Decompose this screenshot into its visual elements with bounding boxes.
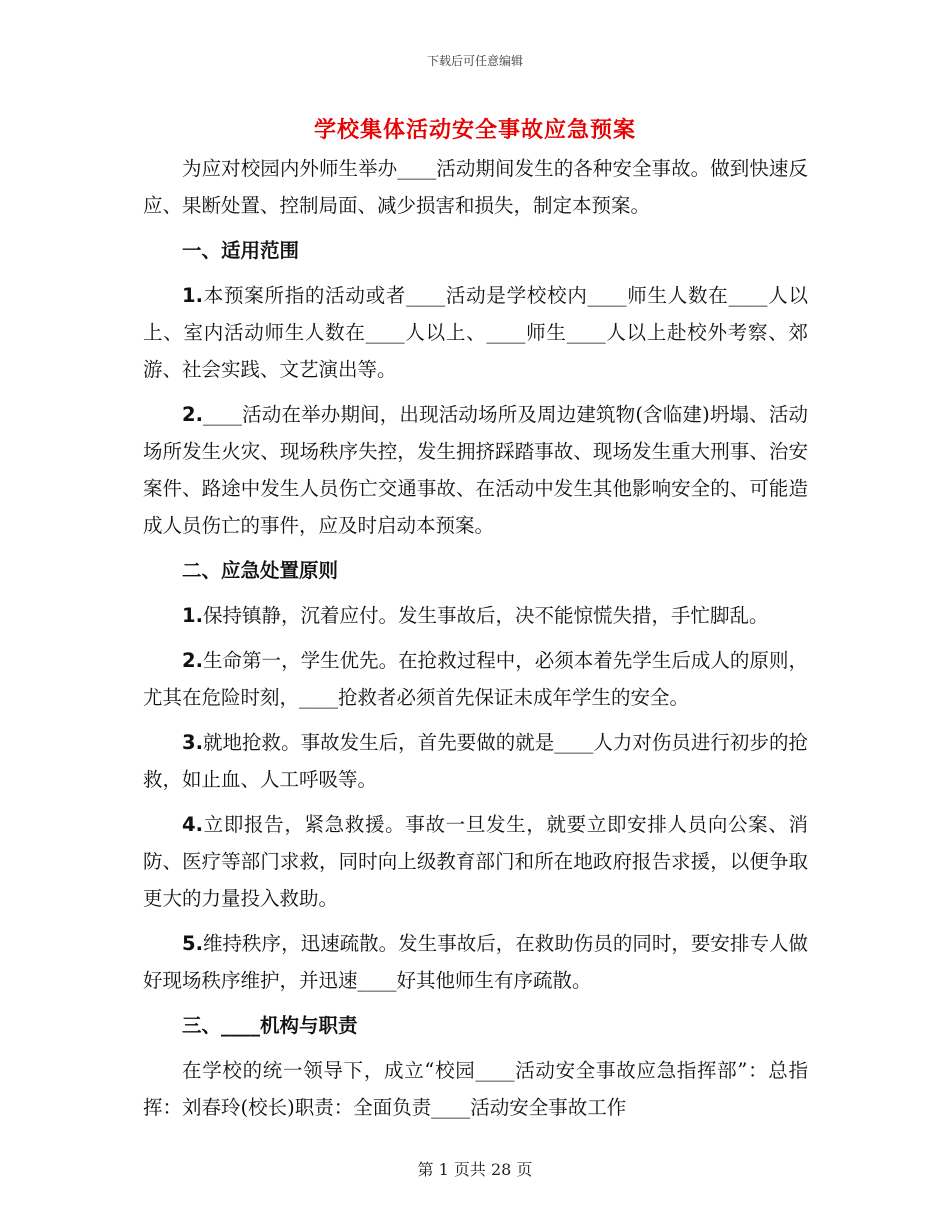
principle-item-3: [143, 724, 808, 798]
page-footer: 第 1 页共 28 页: [417, 1160, 533, 1179]
section-heading-organization: 三、____机构与职责: [182, 1014, 358, 1037]
section-heading-scope: 一、适用范围: [182, 239, 300, 262]
item-text: 立即报告，紧急救援。事故一旦发生，就要立即安排人员向公案、消防、医疗等部门求救，同时向上级教育部门和所在地政府报告求援，以便争取更大的力量投入救助。: [143, 813, 808, 910]
item-number: 4.: [182, 813, 203, 836]
organization-paragraph: 在学校的统一领导下，成立“校园____活动安全事故应急指挥部”：总指挥：刘春玲(校长)职责：全面负责____活动安全事故工作: [143, 1059, 808, 1119]
scope-item-1: [143, 277, 808, 388]
page-header: 下载后可任意编辑: [426, 54, 523, 68]
item-text: 本预案所指的活动或者____活动是学校校内____师生人数在____人以上、室内活动师生人数在____人以上、____师生____人以上赴校外考察、郊游、社会实践、文艺演出等。: [143, 284, 808, 381]
item-number: 5.: [182, 932, 203, 955]
document-title: 学校集体活动安全事故应急预案: [313, 118, 636, 143]
section-heading-principles: 二、应急处置原则: [182, 559, 339, 582]
item-number: 1.: [182, 284, 203, 307]
item-text: 就地抢救。事故发生后，首先要做的就是____人力对伤员进行初步的抢救，如止血、人工呼吸等。: [143, 731, 808, 791]
item-number: 2.: [182, 403, 203, 426]
principle-item-4: [143, 806, 808, 917]
item-number: 3.: [182, 731, 203, 754]
item-text: 保持镇静，沉着应付。发生事故后，决不能惊慌失措，手忙脚乱。: [202, 604, 769, 627]
intro-paragraph: 为应对校园内外师生举办____活动期间发生的各种安全事故。做到快速反应、果断处置、控制局面、减少损害和损失，制定本预案。: [143, 157, 808, 217]
scope-item-2: [143, 396, 808, 544]
item-number: 2.: [182, 649, 203, 672]
document-body: [143, 150, 808, 1134]
item-text: ____活动在举办期间，出现活动场所及周边建筑物(含临建)坍塌、活动场所发生火灾、现场秩序失控，发生拥挤踩踏事故、现场发生重大刑事、治安案件、路途中发生人员伤亡交通事故、在活动中发生其他影响安全的、可能造成人员伤亡的事件，应及时启动本预案。: [143, 403, 808, 537]
item-text: 生命第一，学生优先。在抢救过程中，必须本着先学生后成人的原则，尤其在危险时刻，____抢救者必须首先保证未成年学生的安全。: [143, 649, 808, 709]
principle-item-5: [143, 925, 808, 999]
item-text: 维持秩序，迅速疏散。发生事故后，在救助伤员的同时，要安排专人做好现场秩序维护，并迅速____好其他师生有序疏散。: [143, 932, 808, 992]
item-number: 1.: [182, 604, 203, 627]
principle-item-2: [143, 642, 808, 716]
principle-item-1: [143, 597, 808, 634]
